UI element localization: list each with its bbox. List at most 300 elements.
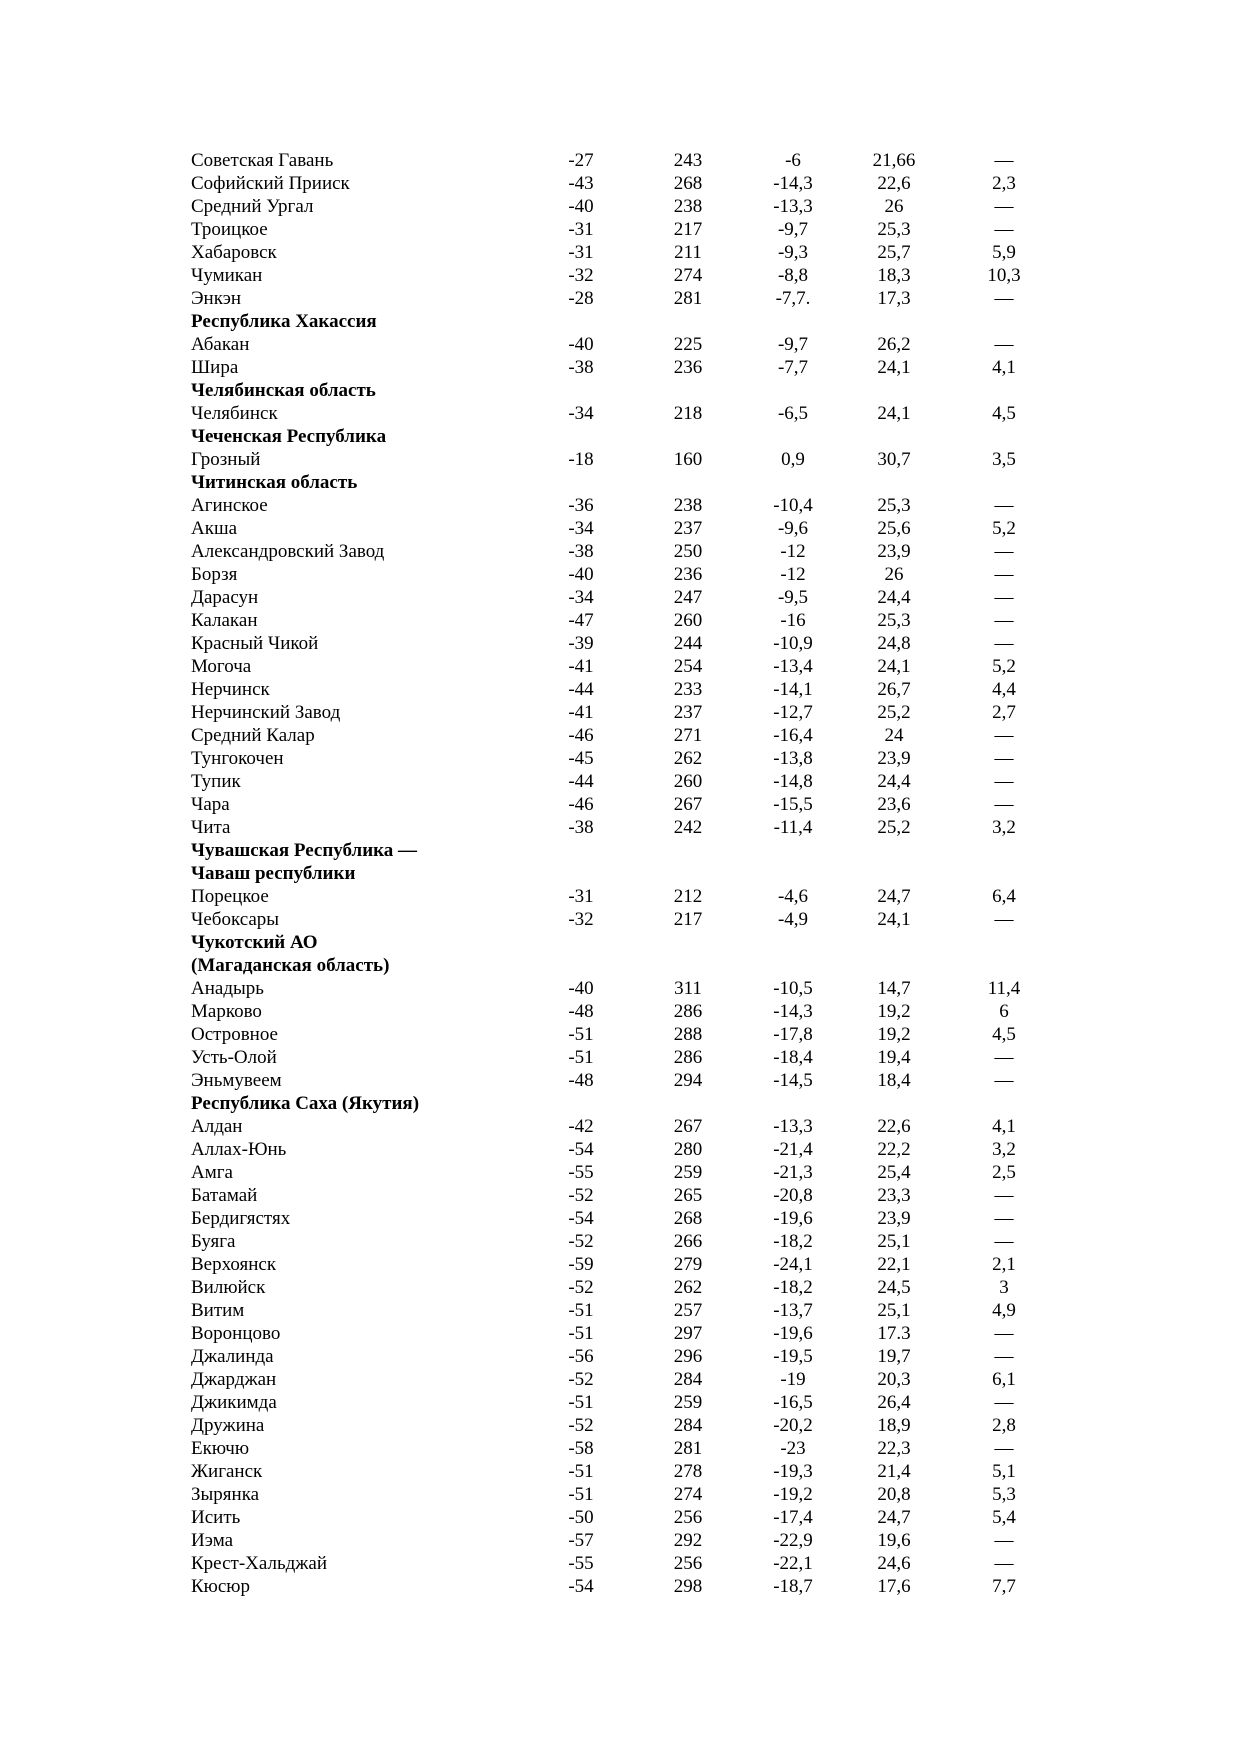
table-row [191,1322,1051,1345]
cell-value-3: -6 [785,150,801,171]
cell-value-3: -21,4 [773,1139,813,1160]
cell-value-1: -18 [568,449,594,470]
cell-value-1: -28 [568,288,594,309]
region-name: Читинская область [191,472,358,493]
cell-value-2: 237 [673,518,703,539]
table-row [191,1138,1051,1161]
cell-value-5: — [994,748,1014,769]
cell-value-4: 18,4 [877,1070,911,1091]
station-name: Борзя [191,564,238,585]
station-name: Калакан [191,610,258,631]
cell-value-1: -38 [568,541,594,562]
cell-value-1: -52 [568,1369,594,1390]
cell-value-3: -10,4 [773,495,813,516]
table-row [191,793,1051,816]
cell-value-4: 24,1 [877,909,911,930]
cell-value-3: -14,5 [773,1070,813,1091]
cell-value-4: 26,4 [877,1392,911,1413]
cell-value-1: -51 [568,1323,594,1344]
station-name: Шира [191,357,239,378]
cell-value-3: -18,7 [773,1576,813,1597]
station-name: Чита [191,817,231,838]
cell-value-1: -31 [568,886,594,907]
cell-value-4: 20,8 [877,1484,911,1505]
cell-value-1: -51 [568,1392,594,1413]
cell-value-2: 297 [673,1323,703,1344]
table-row [191,1483,1051,1506]
region-heading [191,862,1051,885]
station-name: Зырянка [191,1484,260,1505]
cell-value-3: -19,6 [773,1323,813,1344]
cell-value-1: -52 [568,1231,594,1252]
table-row [191,241,1051,264]
cell-value-1: -46 [568,794,594,815]
cell-value-2: 236 [673,357,703,378]
cell-value-4: 25,6 [877,518,911,539]
station-name: Чебоксары [191,909,280,930]
station-name: Чумикан [191,265,263,286]
cell-value-3: -15,5 [773,794,813,815]
cell-value-4: 24,8 [877,633,911,654]
cell-value-1: -43 [568,173,594,194]
station-name: Екючю [191,1438,250,1459]
cell-value-2: 267 [673,794,703,815]
table-row [191,747,1051,770]
cell-value-2: 286 [673,1047,703,1068]
table-row [191,1069,1051,1092]
table-row [191,540,1051,563]
cell-value-5: — [994,334,1014,355]
region-heading [191,379,1051,402]
cell-value-5: 4,9 [992,1300,1016,1321]
cell-value-1: -41 [568,702,594,723]
cell-value-5: 4,5 [992,403,1016,424]
station-name: Абакан [191,334,250,355]
cell-value-5: 6 [999,1001,1009,1022]
table-row [191,1460,1051,1483]
cell-value-5: — [994,495,1014,516]
cell-value-4: 21,4 [877,1461,911,1482]
cell-value-4: 19,7 [877,1346,911,1367]
cell-value-3: -9,7 [777,219,809,240]
cell-value-2: 218 [673,403,703,424]
cell-value-3: -20,8 [773,1185,813,1206]
table-row [191,333,1051,356]
cell-value-2: 237 [673,702,703,723]
cell-value-3: 0,9 [781,449,805,470]
table-row [191,701,1051,724]
cell-value-5: — [994,541,1014,562]
station-name: Средний Калар [191,725,315,746]
cell-value-5: 3,2 [992,817,1016,838]
cell-value-5: 5,2 [992,518,1016,539]
cell-value-5: 10,3 [987,265,1021,286]
cell-value-5: 6,1 [992,1369,1016,1390]
station-name: Бердигястях [191,1208,291,1229]
cell-value-4: 17,3 [877,288,911,309]
region-name: Чеченская Республика [191,426,387,447]
cell-value-4: 22,2 [877,1139,911,1160]
table-row [191,1506,1051,1529]
cell-value-1: -44 [568,771,594,792]
cell-value-1: -52 [568,1415,594,1436]
cell-value-1: -54 [568,1576,594,1597]
climate-table [191,149,1051,1598]
cell-value-4: 18,3 [877,265,911,286]
table-row [191,402,1051,425]
cell-value-3: -13,7 [773,1300,813,1321]
cell-value-3: -17,8 [773,1024,813,1045]
cell-value-5: 4,5 [992,1024,1016,1045]
cell-value-1: -31 [568,242,594,263]
station-name: Тупик [191,771,241,792]
cell-value-5: — [994,150,1014,171]
table-row [191,149,1051,172]
cell-value-2: 260 [673,610,703,631]
station-name: Эньмувеем [191,1070,282,1091]
cell-value-5: 5,3 [992,1484,1016,1505]
table-row [191,1230,1051,1253]
station-name: Советская Гавань [191,150,334,171]
region-name: Челябинская область [191,380,376,401]
cell-value-5: — [994,725,1014,746]
cell-value-2: 256 [673,1553,703,1574]
station-name: Анадырь [191,978,264,999]
table-row [191,1161,1051,1184]
cell-value-2: 254 [673,656,703,677]
cell-value-3: -22,9 [773,1530,813,1551]
cell-value-5: — [994,1185,1014,1206]
cell-value-3: -10,5 [773,978,813,999]
station-name: Верхоянск [191,1254,277,1275]
cell-value-5: 2,8 [992,1415,1016,1436]
cell-value-3: -19,5 [773,1346,813,1367]
cell-value-3: -13,8 [773,748,813,769]
cell-value-3: -13,3 [773,196,813,217]
cell-value-2: 211 [674,242,702,263]
cell-value-3: -14,3 [773,173,813,194]
cell-value-5: — [994,1392,1014,1413]
cell-value-2: 233 [673,679,703,700]
table-row [191,287,1051,310]
cell-value-4: 19,2 [877,1024,911,1045]
cell-value-5: 2,7 [992,702,1016,723]
region-heading [191,954,1051,977]
cell-value-2: 247 [673,587,703,608]
cell-value-4: 22,6 [877,173,911,194]
cell-value-4: 24,1 [877,656,911,677]
cell-value-3: -12 [780,541,806,562]
cell-value-4: 21,66 [872,150,916,171]
cell-value-2: 217 [673,909,703,930]
table-row [191,1046,1051,1069]
cell-value-3: -14,8 [773,771,813,792]
cell-value-4: 26,7 [877,679,911,700]
cell-value-1: -56 [568,1346,594,1367]
table-row [191,195,1051,218]
cell-value-2: 250 [673,541,703,562]
cell-value-4: 24 [884,725,904,746]
cell-value-5: — [994,288,1014,309]
cell-value-3: -24,1 [773,1254,813,1275]
table-row [191,977,1051,1000]
table-row [191,1552,1051,1575]
cell-value-2: 238 [673,495,703,516]
cell-value-3: -18,2 [773,1277,813,1298]
table-row [191,1414,1051,1437]
station-name: Грозный [191,449,261,470]
cell-value-4: 17,6 [877,1576,911,1597]
cell-value-3: -7,7 [777,357,809,378]
cell-value-1: -46 [568,725,594,746]
cell-value-4: 25,4 [877,1162,911,1183]
station-name: Витим [191,1300,245,1321]
cell-value-1: -45 [568,748,594,769]
table-row [191,1391,1051,1414]
table-row [191,908,1051,931]
table-row [191,1299,1051,1322]
cell-value-3: -18,2 [773,1231,813,1252]
region-heading [191,471,1051,494]
cell-value-4: 26 [884,564,904,585]
cell-value-3: -16 [780,610,806,631]
cell-value-5: — [994,219,1014,240]
station-name: Исить [191,1507,241,1528]
cell-value-3: -9,6 [777,518,809,539]
cell-value-4: 19,4 [877,1047,911,1068]
cell-value-3: -12 [780,564,806,585]
cell-value-3: -13,3 [773,1116,813,1137]
table-row [191,1529,1051,1552]
station-name: Софийский Прииск [191,173,350,194]
table-row [191,632,1051,655]
cell-value-3: -9,5 [777,587,809,608]
cell-value-3: -19 [780,1369,806,1390]
cell-value-2: 288 [673,1024,703,1045]
cell-value-1: -52 [568,1277,594,1298]
cell-value-5: — [994,196,1014,217]
cell-value-2: 286 [673,1001,703,1022]
cell-value-3: -22,1 [773,1553,813,1574]
region-name: (Магаданская область) [191,955,390,976]
cell-value-2: 296 [673,1346,703,1367]
cell-value-3: -19,2 [773,1484,813,1505]
cell-value-1: -40 [568,334,594,355]
station-name: Амга [191,1162,233,1183]
cell-value-2: 217 [673,219,703,240]
station-name: Алдан [191,1116,243,1137]
cell-value-1: -59 [568,1254,594,1275]
cell-value-4: 24,1 [877,403,911,424]
station-name: Акша [191,518,238,539]
station-name: Чара [191,794,230,815]
cell-value-3: -23 [780,1438,806,1459]
cell-value-2: 244 [673,633,703,654]
cell-value-2: 279 [673,1254,703,1275]
cell-value-3: -16,5 [773,1392,813,1413]
cell-value-4: 25,1 [877,1300,911,1321]
cell-value-5: — [994,564,1014,585]
cell-value-3: -6,5 [777,403,809,424]
cell-value-1: -51 [568,1484,594,1505]
cell-value-3: -13,4 [773,656,813,677]
station-name: Марково [191,1001,262,1022]
station-name: Порецкое [191,886,269,907]
cell-value-4: 19,2 [877,1001,911,1022]
cell-value-5: 7,7 [992,1576,1016,1597]
cell-value-5: — [994,1208,1014,1229]
cell-value-1: -55 [568,1162,594,1183]
cell-value-5: 5,4 [992,1507,1016,1528]
cell-value-2: 294 [673,1070,703,1091]
cell-value-2: 284 [673,1369,703,1390]
cell-value-1: -54 [568,1139,594,1160]
cell-value-1: -58 [568,1438,594,1459]
cell-value-4: 24,6 [877,1553,911,1574]
cell-value-5: 2,5 [992,1162,1016,1183]
cell-value-2: 298 [673,1576,703,1597]
cell-value-3: -9,7 [777,334,809,355]
cell-value-4: 19,6 [877,1530,911,1551]
table-row [191,1575,1051,1598]
cell-value-2: 236 [673,564,703,585]
cell-value-3: -14,3 [773,1001,813,1022]
cell-value-1: -40 [568,564,594,585]
table-row [191,1207,1051,1230]
station-name: Батамай [191,1185,258,1206]
cell-value-5: 2,3 [992,173,1016,194]
table-row [191,586,1051,609]
station-name: Александровский Завод [191,541,385,562]
station-name: Средний Ургал [191,196,314,217]
cell-value-1: -51 [568,1461,594,1482]
cell-value-5: 4,1 [992,357,1016,378]
station-name: Буяга [191,1231,236,1252]
cell-value-3: -4,9 [777,909,809,930]
table-row [191,264,1051,287]
cell-value-4: 24,7 [877,886,911,907]
cell-value-4: 25,2 [877,702,911,723]
cell-value-5: — [994,633,1014,654]
cell-value-2: 225 [673,334,703,355]
cell-value-3: -7,7. [775,288,811,309]
cell-value-4: 24,1 [877,357,911,378]
cell-value-5: 3 [999,1277,1009,1298]
cell-value-1: -50 [568,1507,594,1528]
cell-value-4: 17.3 [877,1323,911,1344]
station-name: Джалинда [191,1346,274,1367]
cell-value-2: 262 [673,1277,703,1298]
cell-value-2: 243 [673,150,703,171]
cell-value-3: -21,3 [773,1162,813,1183]
cell-value-5: 6,4 [992,886,1016,907]
station-name: Аллах-Юнь [191,1139,287,1160]
station-name: Воронцово [191,1323,281,1344]
cell-value-4: 24,5 [877,1277,911,1298]
cell-value-4: 23,3 [877,1185,911,1206]
cell-value-5: — [994,1530,1014,1551]
cell-value-5: — [994,1323,1014,1344]
cell-value-5: — [994,1346,1014,1367]
table-row [191,494,1051,517]
cell-value-4: 24,4 [877,771,911,792]
cell-value-4: 22,1 [877,1254,911,1275]
cell-value-4: 25,3 [877,610,911,631]
cell-value-2: 268 [673,1208,703,1229]
region-heading [191,425,1051,448]
cell-value-4: 24,4 [877,587,911,608]
cell-value-3: -11,4 [773,817,813,838]
region-name: Чаваш республики [191,863,356,884]
region-name: Республика Хакассия [191,311,377,332]
station-name: Жиганск [191,1461,263,1482]
cell-value-2: 281 [673,1438,703,1459]
station-name: Вилюйск [191,1277,266,1298]
cell-value-1: -34 [568,518,594,539]
cell-value-3: -10,9 [773,633,813,654]
cell-value-4: 25,3 [877,219,911,240]
station-name: Тунгокочен [191,748,284,769]
region-name: Республика Саха (Якутия) [191,1093,420,1114]
cell-value-5: 11,4 [987,978,1021,999]
cell-value-1: -51 [568,1024,594,1045]
cell-value-3: -12,7 [773,702,813,723]
cell-value-2: 242 [673,817,703,838]
table-row [191,1023,1051,1046]
cell-value-4: 23,9 [877,748,911,769]
table-row [191,356,1051,379]
cell-value-5: 5,1 [992,1461,1016,1482]
cell-value-2: 274 [673,265,703,286]
cell-value-5: — [994,794,1014,815]
station-name: Энкэн [191,288,242,309]
cell-value-4: 14,7 [877,978,911,999]
cell-value-1: -55 [568,1553,594,1574]
cell-value-5: 2,1 [992,1254,1016,1275]
station-name: Крест-Хальджай [191,1553,328,1574]
region-heading [191,310,1051,333]
table-row [191,1437,1051,1460]
region-name: Чувашская Республика — [191,840,418,861]
cell-value-3: -14,1 [773,679,813,700]
cell-value-1: -48 [568,1001,594,1022]
cell-value-2: 274 [673,1484,703,1505]
cell-value-1: -57 [568,1530,594,1551]
cell-value-4: 25,7 [877,242,911,263]
table-row [191,1000,1051,1023]
cell-value-2: 259 [673,1162,703,1183]
cell-value-2: 238 [673,196,703,217]
cell-value-2: 262 [673,748,703,769]
region-name: Чукотский АО [191,932,318,953]
cell-value-2: 271 [673,725,703,746]
cell-value-2: 256 [673,1507,703,1528]
table-row [191,655,1051,678]
cell-value-3: -19,6 [773,1208,813,1229]
cell-value-4: 22,6 [877,1116,911,1137]
station-name: Могоча [191,656,252,677]
station-name: Островное [191,1024,278,1045]
station-name: Троицкое [191,219,268,240]
cell-value-2: 265 [673,1185,703,1206]
region-heading [191,931,1051,954]
cell-value-4: 30,7 [877,449,911,470]
cell-value-5: 4,1 [992,1116,1016,1137]
cell-value-3: -18,4 [773,1047,813,1068]
cell-value-4: 26 [884,196,904,217]
station-name: Красный Чикой [191,633,319,654]
station-name: Дружина [191,1415,265,1436]
